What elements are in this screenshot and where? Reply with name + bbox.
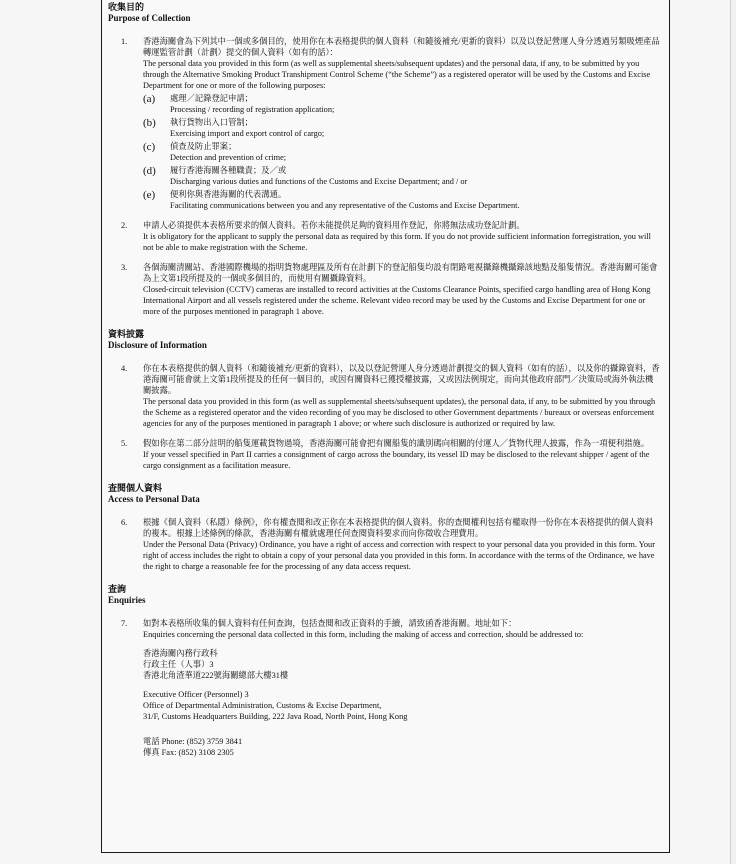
paragraph-number: 7. bbox=[121, 619, 128, 628]
address-line: Office of Departmental Administration, Customs & Excise Department, bbox=[143, 701, 382, 710]
item-letter: (e) bbox=[143, 189, 156, 201]
section-title-en: Access to Personal Data bbox=[108, 494, 200, 504]
item-text-zh: 偵查及防止罪案； bbox=[170, 142, 237, 151]
phone-number: 電話 Phone: (852) 3759 3841 bbox=[143, 737, 243, 746]
purpose-item-c bbox=[143, 141, 660, 163]
paragraph-text-zh: 各個海關清關站、香港國際機場的指明貨物處理區及所有在計劃下的登記船隻均設有閉路電視攝錄機攝錄該地點及船隻情況。香港海關可能會為上文第1段所提及的一個或多個目的，而使用有關攝錄資料。 bbox=[143, 263, 658, 283]
address-line: Executive Officer (Personnel) 3 bbox=[143, 690, 249, 699]
item-letter: (c) bbox=[143, 141, 156, 153]
section-title-zh: 收集目的 bbox=[108, 2, 145, 12]
section-title-en: Purpose of Collection bbox=[108, 13, 191, 23]
address-block-zh bbox=[143, 648, 660, 681]
item-text-en: Facilitating communications between you and any representative of the Customs and Excise Department. bbox=[170, 201, 520, 210]
item-text-en: Discharging various duties and functions of the Customs and Excise Department; and / or bbox=[170, 177, 468, 186]
section-title-zh: 查閱個人資料 bbox=[108, 483, 163, 493]
paragraph-text-en: The personal data you provided in this form (as well as supplemental sheets/subsequent updates), the personal data, if any, to be submitted by you through the Scheme as a registered operator and the video recording of you may be disclosed to other Government departments / bureaux or overseas enforcement agencies for any of the purposes mentioned in paragraph 1 above; or where such disclosure is authorized or required by law. bbox=[143, 397, 656, 428]
paragraph-text-en: Closed-circuit television (CCTV) cameras are installed to record activities at the Customs Clearance Points, specified cargo handling area of Hong Kong International Airport and all vessels registered under the scheme. Relevant video record may be used by the Customs and Excise Department for one or more of the purposes mentioned in paragraph 1 above. bbox=[143, 285, 651, 316]
item-text-en: Processing / recording of registration application; bbox=[170, 105, 335, 114]
address-line: 香港北角渣華道222號海關總部大樓31樓 bbox=[143, 671, 289, 680]
paragraph-text-zh: 你在本表格提供的個人資料（和隨後補充/更新的資料），以及以登記營運人身分透過計劃提交的個人資料（如有的話），以及你的攝錄資料，香港海關可能會就上文第1段所提及的任何一個目的，或因有關資料已獲授權披露，又或因法例規定，而向其他政府部門／決策局或海外執法機關披露。 bbox=[143, 364, 660, 395]
paragraph-text-zh: 申請人必須提供本表格所要求的個人資料。若你未能提供足夠的資料用作登記，你將無法成功登記計劃。 bbox=[143, 221, 525, 230]
purpose-item-a bbox=[143, 93, 660, 115]
paragraph-text-en: Under the Personal Data (Privacy) Ordinance, you have a right of access and correction with respect to your personal data you provided in this form. Your right of access includes the right to obtain a copy of your personal data you provided in this form. In accordance with the terms of the Ordinance, we have the right to charge a reasonable fee for the processing of any data access request. bbox=[143, 540, 655, 571]
address-line: 行政主任（人事）3 bbox=[143, 660, 214, 669]
item-text-zh: 處理／記錄登記申請； bbox=[170, 94, 253, 103]
paragraph-text-en: If your vessel specified in Part II carries a consignment of cargo across the boundary, its vessel ID may be disclosed to the relevant shipper / agent of the cargo consignment as a facilitation measure. bbox=[143, 450, 650, 470]
paragraph-number: 1. bbox=[121, 37, 128, 46]
section-title-en: Disclosure of Information bbox=[108, 340, 207, 350]
purpose-item-d bbox=[143, 165, 660, 187]
paragraph-number: 3. bbox=[121, 263, 128, 272]
item-letter: (d) bbox=[143, 165, 156, 177]
paragraph-number: 2. bbox=[121, 221, 128, 230]
fax-number: 傳真 Fax: (852) 3108 2305 bbox=[143, 748, 234, 757]
section-title-en: Enquiries bbox=[108, 595, 146, 605]
paragraph-4 bbox=[108, 363, 660, 429]
item-letter: (b) bbox=[143, 117, 156, 129]
section-title-zh: 查詢 bbox=[108, 584, 127, 594]
paragraph-text-en: It is obligatory for the applicant to supply the personal data as required by this form. If you do not provide sufficient information forregistration, you will not be able to make registration with the Scheme. bbox=[143, 232, 651, 252]
paragraph-number: 4. bbox=[121, 364, 128, 373]
address-line: 31/F, Customs Headquarters Building, 222 Java Road, North Point, Hong Kong bbox=[143, 712, 408, 721]
item-text-zh: 履行香港海關各種職責；及／或 bbox=[170, 166, 287, 175]
page-edge bbox=[730, 0, 731, 864]
paragraph-7 bbox=[108, 618, 660, 758]
paragraph-2 bbox=[108, 220, 660, 253]
paragraph-text-zh: 根據《個人資料（私隱）條例》，你有權查閱和改正你在本表格提供的個人資料。你的查閱權利包括有權取得一份你在本表格提供的個人資料的複本。根據上述條例的條款，香港海關有權就處理任何查閱資料要求而向你徵收合理費用。 bbox=[143, 518, 654, 538]
paragraph-6 bbox=[108, 517, 660, 572]
paragraph-text-zh: 假如你在第二部分註明的船隻運載貨物過境，香港海關可能會把有關船隻的識別碼向相關的付運人／貨物代理人披露，作為一項便利措施。 bbox=[143, 439, 650, 448]
paragraph-5 bbox=[108, 438, 660, 471]
address-block-en bbox=[143, 689, 660, 722]
item-text-zh: 執行貨物出入口管制； bbox=[170, 118, 253, 127]
paragraph-1 bbox=[108, 36, 660, 211]
item-text-en: Detection and prevention of crime; bbox=[170, 153, 287, 162]
paragraph-text-en: The personal data you provided in this form (as well as supplemental sheets/subsequent updates) and the personal data, if any, to be submitted by you through the Alternative Smoking Product Transhipment Control Scheme (“the Scheme”) as a registered operator will be used by the Customs and Excise Department for one or more of the following purposes: bbox=[143, 59, 651, 90]
paragraph-number: 6. bbox=[121, 518, 128, 527]
notice-content bbox=[108, 2, 660, 767]
purpose-item-e bbox=[143, 189, 660, 211]
contact-block bbox=[143, 736, 660, 758]
paragraph-3 bbox=[108, 262, 660, 317]
paragraph-number: 5. bbox=[121, 439, 128, 448]
paragraph-text-zh: 香港海關會為下列其中一個或多個目的，使用你在本表格提供的個人資料（和隨後補充/更新的資料）以及以登記營運人身分透過另類吸煙產品轉運監管計劃（計劃）提交的個人資料（如有的話）： bbox=[143, 37, 660, 57]
paragraph-text-zh: 如對本表格所收集的個人資料有任何查詢，包括查閱和改正資料的手續，請致函香港海關。地址如下： bbox=[143, 619, 517, 628]
paragraph-text-en: Enquiries concerning the personal data collected in this form, including the making of access and correction, should be addressed to: bbox=[143, 630, 584, 639]
item-text-zh: 便利你與香港海關的代表溝通。 bbox=[170, 190, 287, 199]
address-line: 香港海關內務行政科 bbox=[143, 649, 218, 658]
item-letter: (a) bbox=[143, 93, 156, 105]
section-title-zh: 資料披露 bbox=[108, 329, 145, 339]
purpose-item-b bbox=[143, 117, 660, 139]
item-text-en: Exercising import and export control of cargo; bbox=[170, 129, 325, 138]
